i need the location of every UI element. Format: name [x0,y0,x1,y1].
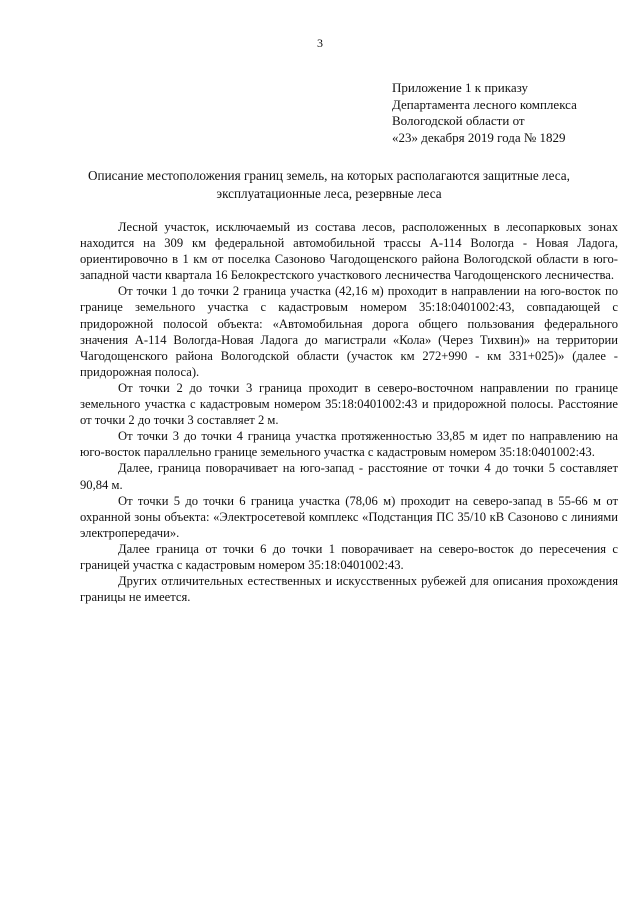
appendix-line: Приложение 1 к приказу [392,80,529,95]
document-body [80,219,618,605]
paragraph: От точки 2 до точки 3 граница проходит в северо-восточном направлении по границе земельного участка с кадастровым номером 35:18:0401002:43 и придорожной полосы. Расстояние от точки 2 до точки 3 составляет 2 м. [80,380,618,428]
appendix-header [392,80,622,146]
appendix-line: «23» декабря 2019 года № 1829 [392,129,566,145]
appendix-line: Вологодской области от [392,113,525,128]
paragraph: Далее граница от точки 6 до точки 1 поворачивает на северо-восток до пересечения с границей участка с кадастровым номером 35:18:0401002:43. [80,541,618,572]
paragraph: Других отличительных естественных и искусственных рубежей для описания прохождения границы не имеется. [80,574,618,605]
paragraph: От точки 5 до точки 6 граница участка (78,06 м) проходит на северо-запад в 55-66 м от охранной зоны объекта: «Электросетевой комплекс «Подстанция ПС 35/10 кВ Сазоново с линиями электропередачи». [80,493,618,540]
paragraph: Далее, граница поворачивает на юго-запад - расстояние от точки 4 до точки 5 составляет 90,84 м. [80,461,618,492]
paragraph: От точки 3 до точки 4 граница участка протяженностью 33,85 м идет по направлению на юго-восток параллельно границе земельного участка с кадастровым номером 35:18:0401002:43. [80,429,618,460]
paragraph: От точки 1 до точки 2 граница участка (42,16 м) проходит в направлении на юго-восток по границе земельного участка с кадастровым номером 35:18:0401002:43, совпадающей с придорожной полосой объекта: «Автомобильная дорога общего пользования федерального значения А-114 Вологда-Новая Ладога до магистрали «Кола» (Через Тихвин)» на территории Чагодощенского района Вологодской области (участок км 272+990 - км 331+025)» (далее - придорожная полоса). [80,284,618,379]
paragraph: Лесной участок, исключаемый из состава лесов, расположенных в лесопарковых зонах находится на 309 км федеральной автомобильной трассы А-114 Вологда - Новая Ладога, ориентировочно в 1 км от поселка Сазоново Чагодощенского района Вологодской области в юго-западной части квартала 16 Белокрестского участкового лесничества Чагодощенского лесничества. [80,220,618,283]
document-title: Описание местоположения границ земель, на которых располагаются защитные леса, эксплуатационные леса, резервные леса [88,168,570,201]
page-number: 3 [317,36,323,50]
appendix-line: Департамента лесного комплекса [392,96,577,112]
